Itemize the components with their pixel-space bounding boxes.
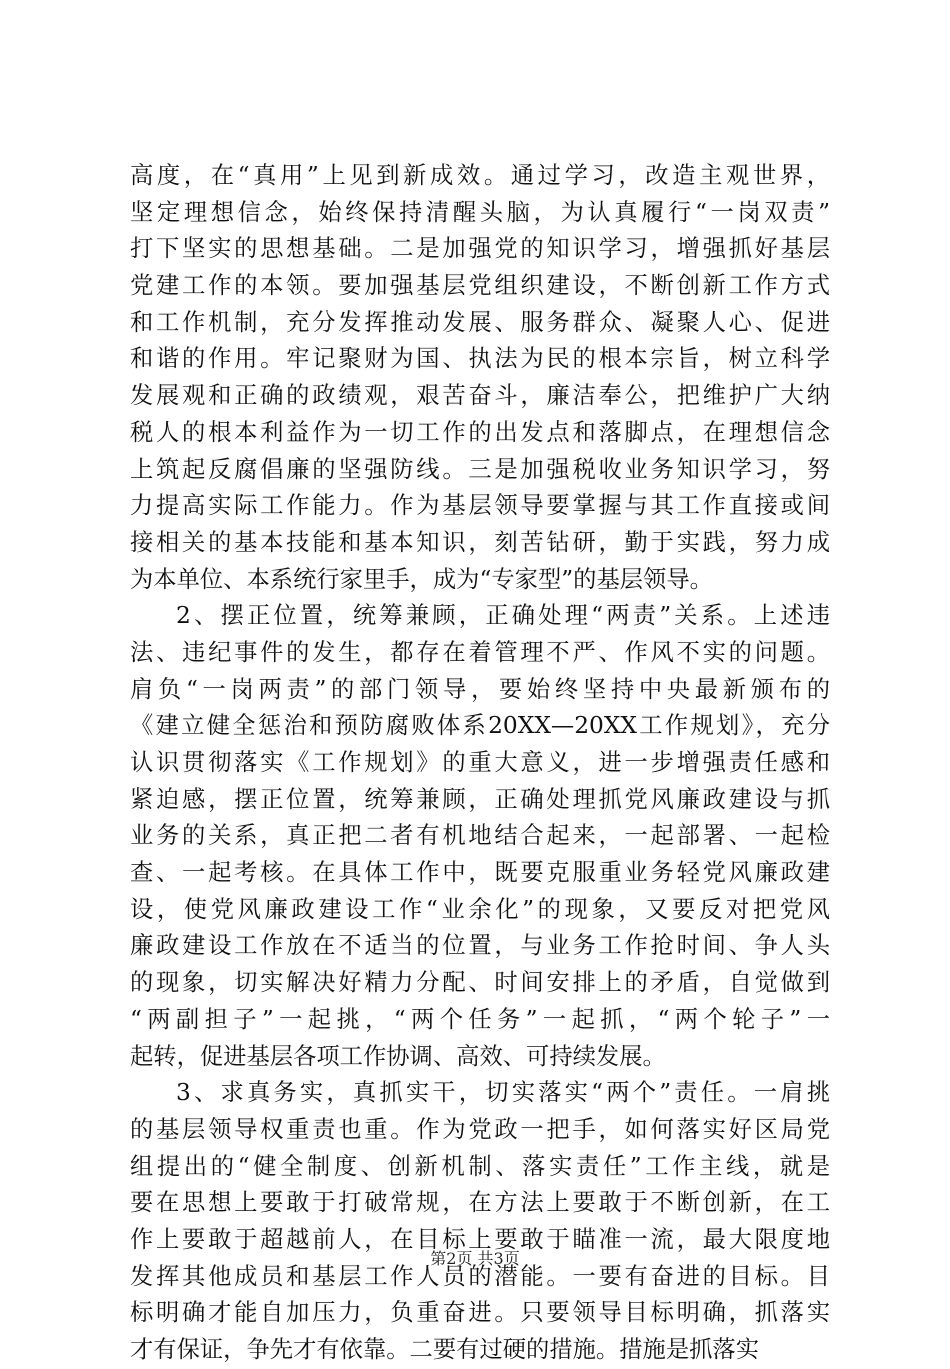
text-line: 廉政建设工作放在不适当的位置，与业务工作抢时间、争人头 <box>130 932 830 960</box>
text-line: 发展观和正确的政绩观，艰苦奋斗，廉洁奉公，把维护广大纳 <box>130 382 830 410</box>
text-line: 和谐的作用。牢记聚财为国、执法为民的根本宗旨，树立科学 <box>130 345 830 373</box>
text-line: 组提出的“健全制度、创新机制、落实责任”工作主线，就是 <box>130 1152 830 1180</box>
text-line: 党建工作的本领。要加强基层党组织建设，不断创新工作方式 <box>130 272 830 300</box>
text-line: 《建立健全惩治和预防腐败体系20XX—20XX工作规划》，充分 <box>130 712 830 740</box>
text-line: 业务的关系，真正把二者有机地结合起来，一起部署、一起检 <box>130 822 830 850</box>
text-line: 打下坚实的思想基础。二是加强党的知识学习，增强抓好基层 <box>130 235 830 263</box>
text-line: 上筑起反腐倡廉的坚强防线。三是加强税收业务知识学习，努 <box>130 455 830 483</box>
text-line: 起转，促进基层各项工作协调、高效、可持续发展。 <box>130 1042 666 1070</box>
text-line: 法、违纪事件的发生，都存在着管理不严、作风不实的问题。 <box>130 638 830 666</box>
text-line: “两副担子”一起挑，“两个任务”一起抓，“两个轮子”一 <box>130 1005 830 1033</box>
text-line: 才有保证，争先才有依靠。二要有过硬的措施。措施是抓落实 <box>130 1336 760 1363</box>
text-line: 作上要敢于超越前人，在目标上要敢于瞄准一流，最大限度地 <box>130 1225 830 1253</box>
text-line: 肩负“一岗两责”的部门领导，要始终坚持中央最新颁布的 <box>130 675 830 703</box>
text-line: 坚定理想信念，始终保持清醒头脑，为认真履行“一岗双责” <box>130 198 830 226</box>
text-line: 力提高实际工作能力。作为基层领导要掌握与其工作直接或间 <box>130 492 830 520</box>
page-footer: 第2页 共3页 <box>430 1249 520 1268</box>
text-line: 为本单位、本系统行家里手，成为“专家型”的基层领导。 <box>130 565 713 593</box>
text-line: 要在思想上要敢于打破常规，在方法上要敢于不断创新，在工 <box>130 1189 830 1217</box>
text-line: 高度，在“真用”上见到新成效。通过学习，改造主观世界， <box>130 162 830 189</box>
text-line: 设，使党风廉政建设工作“业余化”的现象，又要反对把党风 <box>130 895 830 923</box>
text-line: 3、求真务实，真抓实干，切实落实“两个”责任。一肩挑 <box>176 1079 830 1107</box>
text-line: 2、摆正位置，统筹兼顾，正确处理“两责”关系。上述违 <box>176 602 830 630</box>
body-text <box>130 158 830 1369</box>
text-line: 发挥其他成员和基层工作人员的潜能。一要有奋进的目标。目 <box>130 1262 830 1290</box>
text-line: 紧迫感，摆正位置，统筹兼顾，正确处理抓党风廉政建设与抓 <box>130 785 830 813</box>
text-line: 和工作机制，充分发挥推动发展、服务群众、凝聚人心、促进 <box>130 308 830 336</box>
text-line: 认识贯彻落实《工作规划》的重大意义，进一步增强责任感和 <box>130 749 830 776</box>
text-line: 税人的根本利益作为一切工作的出发点和落脚点，在理想信念 <box>130 418 830 446</box>
text-line: 查、一起考核。在具体工作中，既要克服重业务轻党风廉政建 <box>130 859 830 887</box>
text-line: 的现象，切实解决好精力分配、时间安排上的矛盾，自觉做到 <box>130 969 830 997</box>
text-line: 标明确才能自加压力，负重奋进。只要领导目标明确，抓落实 <box>130 1299 830 1327</box>
text-line: 的基层领导权重责也重。作为党政一把手，如何落实好区局党 <box>130 1115 830 1143</box>
text-line: 接相关的基本技能和基本知识，刻苦钻研，勤于实践，努力成 <box>130 528 830 556</box>
